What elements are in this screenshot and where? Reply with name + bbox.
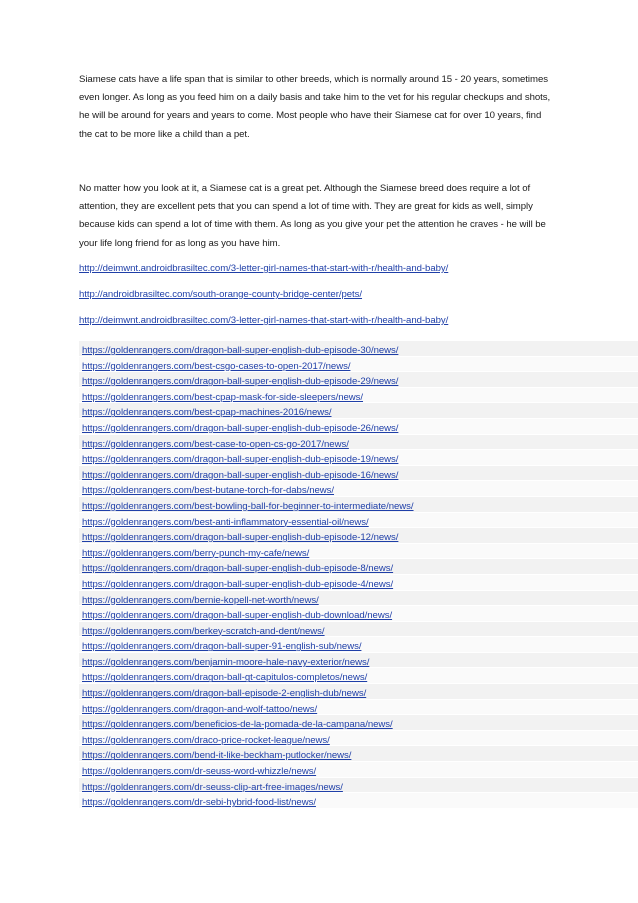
list-item-link[interactable]: https://goldenrangers.com/bend-it-like-beckham-putlocker/news/: [82, 750, 352, 762]
list-item-link[interactable]: https://goldenrangers.com/dragon-ball-super-english-dub-episode-8/news/: [82, 563, 394, 575]
list-item-link[interactable]: https://goldenrangers.com/best-butane-torch-for-dabs/news/: [82, 485, 335, 497]
list-item: [79, 591, 638, 607]
list-item-link[interactable]: https://goldenrangers.com/dr-seuss-word-whizzle/news/: [82, 766, 317, 778]
list-item: [79, 653, 638, 669]
list-item: [79, 668, 638, 684]
list-item: [79, 341, 638, 357]
list-item-link[interactable]: https://goldenrangers.com/berkey-scratch-and-dent/news/: [82, 625, 325, 637]
list-item: [79, 637, 638, 653]
list-item: [79, 762, 638, 778]
list-item-link[interactable]: https://goldenrangers.com/dr-seuss-clip-art-free-images/news/: [82, 781, 343, 793]
list-item-link[interactable]: https://goldenrangers.com/dragon-ball-super-english-dub-episode-19/news/: [82, 454, 399, 466]
list-item: [79, 778, 638, 794]
link-bridge-center-pets[interactable]: http://androidbrasiltec.com/south-orange-county-bridge-center/pets/: [79, 289, 363, 300]
list-item-link[interactable]: https://goldenrangers.com/best-cpap-machines-2016/news/: [82, 407, 332, 419]
list-item-link[interactable]: https://goldenrangers.com/best-case-to-open-cs-go-2017/news/: [82, 438, 349, 450]
list-item-link[interactable]: https://goldenrangers.com/best-anti-inflammatory-essential-oil/news/: [82, 516, 369, 528]
list-item: [79, 746, 638, 762]
list-item-link[interactable]: https://goldenrangers.com/berry-punch-my-cafe/news/: [82, 547, 310, 559]
list-item-link[interactable]: https://goldenrangers.com/beneficios-de-la-pomada-de-la-campana/news/: [82, 719, 393, 731]
link-health-and-baby-2[interactable]: http://deimwnt.androidbrasiltec.com/3-letter-girl-names-that-start-with-r/health-and-baby/: [79, 315, 449, 326]
paragraph-great-pet: No matter how you look at it, a Siamese cat is a great pet. Although the Siamese breed does require a lot of attention, they are excellent pets that you can spend a lot of time with. They are great for kids as well, simply because kids can spend a lot of time with them. As long as you give your pet the attention he craves - he will be your life long friend for as long as you have him.: [79, 183, 546, 249]
list-item: [79, 544, 638, 560]
list-item: [79, 419, 638, 435]
list-item: [79, 731, 638, 747]
list-item-link[interactable]: https://goldenrangers.com/bernie-kopell-net-worth/news/: [82, 594, 319, 606]
list-item: [79, 559, 638, 575]
link-list: [79, 341, 638, 809]
list-item: [79, 466, 638, 482]
list-item: [79, 403, 638, 419]
list-item-link[interactable]: https://goldenrangers.com/dragon-ball-super-english-dub-episode-30/news/: [82, 345, 399, 356]
list-item: [79, 793, 638, 809]
list-item-link[interactable]: https://goldenrangers.com/dragon-ball-super-english-dub-episode-26/news/: [82, 422, 399, 434]
list-item: [79, 357, 638, 373]
list-item-link[interactable]: https://goldenrangers.com/dragon-and-wolf-tattoo/news/: [82, 703, 318, 715]
list-item: [79, 622, 638, 638]
list-item: [79, 497, 638, 513]
list-item: [79, 388, 638, 404]
paragraph-lifespan: Siamese cats have a life span that is similar to other breeds, which is normally around 15 - 20 years, sometimes even longer. As long as you feed him on a daily basis and take him to the vet for his regular checkups and shots, he will be around for years and years to come. Most people who have their Siamese cat for over 10 years, find the cat to be more like a child than a pet.: [79, 74, 551, 140]
list-item: [79, 435, 638, 451]
list-item: [79, 700, 638, 716]
list-item-link[interactable]: https://goldenrangers.com/dragon-ball-super-91-english-sub/news/: [82, 641, 362, 653]
list-item: [79, 481, 638, 497]
list-item-link[interactable]: https://goldenrangers.com/dragon-ball-gt-capitulos-completos/news/: [82, 672, 368, 684]
list-item-link[interactable]: https://goldenrangers.com/dragon-ball-super-english-dub-download/news/: [82, 610, 393, 622]
list-item: [79, 372, 638, 388]
list-item-link[interactable]: https://goldenrangers.com/dragon-ball-super-english-dub-episode-4/news/: [82, 578, 394, 590]
list-item-link[interactable]: https://goldenrangers.com/dragon-ball-super-english-dub-episode-29/news/: [82, 376, 399, 388]
list-item: [79, 575, 638, 591]
list-item: [79, 715, 638, 731]
list-item: [79, 513, 638, 529]
list-item: [79, 606, 638, 622]
list-item-link[interactable]: https://goldenrangers.com/dr-sebi-hybrid-food-list/news/: [82, 797, 316, 809]
list-item-link[interactable]: https://goldenrangers.com/dragon-ball-super-english-dub-episode-12/news/: [82, 532, 399, 544]
link-health-and-baby-1[interactable]: http://deimwnt.androidbrasiltec.com/3-letter-girl-names-that-start-with-r/health-and-baby/: [79, 263, 449, 274]
list-item: [79, 684, 638, 700]
list-item-link[interactable]: https://goldenrangers.com/best-cpap-mask-for-side-sleepers/news/: [82, 391, 364, 403]
list-item-link[interactable]: https://goldenrangers.com/benjamin-moore-hale-navy-exterior/news/: [82, 656, 370, 668]
list-item: [79, 528, 638, 544]
list-item-link[interactable]: https://goldenrangers.com/best-bowling-ball-for-beginner-to-intermediate/news/: [82, 500, 414, 512]
list-item-link[interactable]: https://goldenrangers.com/dragon-ball-super-english-dub-episode-16/news/: [82, 469, 399, 481]
list-item-link[interactable]: https://goldenrangers.com/best-csgo-cases-to-open-2017/news/: [82, 360, 351, 372]
list-item-link[interactable]: https://goldenrangers.com/draco-price-rocket-league/news/: [82, 734, 330, 746]
list-item-link[interactable]: https://goldenrangers.com/dragon-ball-episode-2-english-dub/news/: [82, 688, 367, 700]
list-item: [79, 450, 638, 466]
